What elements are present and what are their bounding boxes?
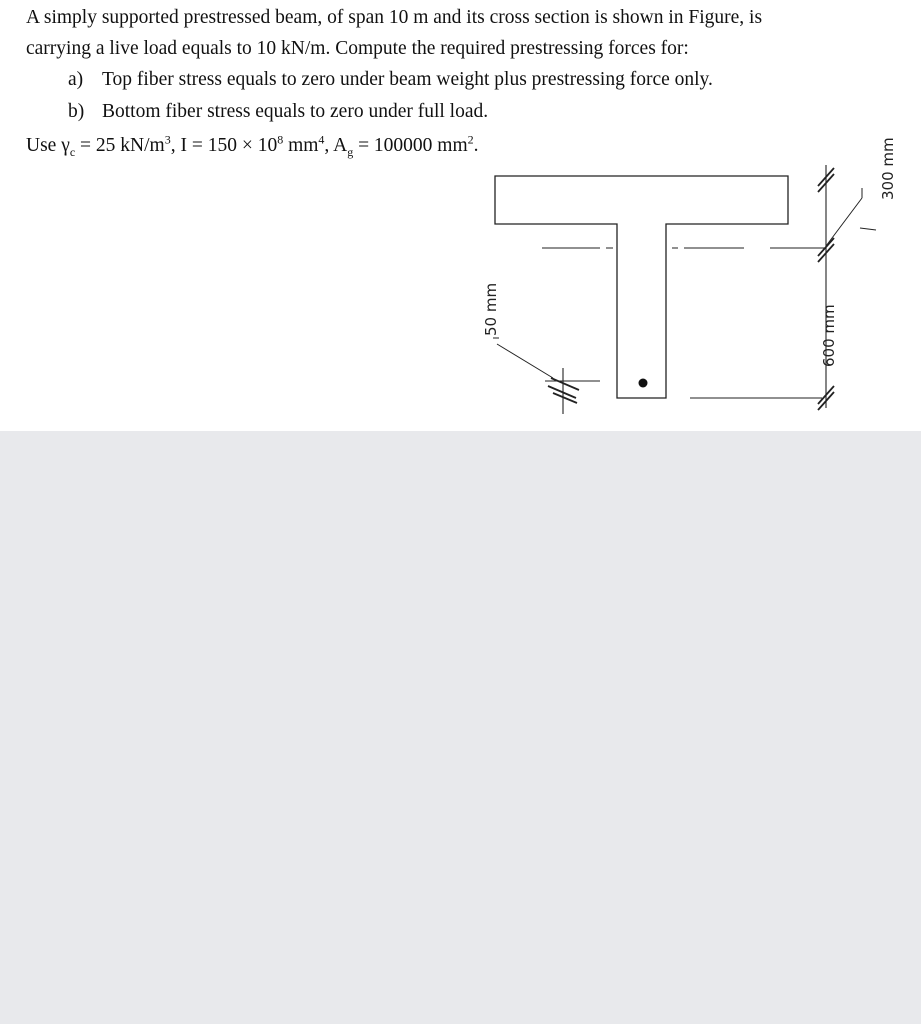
use-prefix: Use xyxy=(26,135,62,156)
area-part: , A xyxy=(324,135,348,156)
problem-intro-line-1: A simply supported prestressed beam, of span 10 m and its cross section is shown in Figure, is xyxy=(26,7,763,28)
dim-300-label: 300 mm xyxy=(879,137,897,200)
area-value: = 100000 mm xyxy=(353,135,468,156)
gamma-symbol: γ xyxy=(61,135,70,156)
given-end: . xyxy=(473,135,479,156)
gamma-value: = 25 kN/m xyxy=(75,135,165,156)
inertia-unit-exponent: 4 xyxy=(318,132,325,147)
inertia-unit: mm xyxy=(283,135,319,156)
dim-600-label: 600 mm xyxy=(820,304,838,367)
leader-50 xyxy=(497,344,553,378)
leader-300 xyxy=(826,188,862,246)
dim-50-label: 50 mm xyxy=(482,282,500,336)
tendon-dot xyxy=(639,379,648,388)
problem-intro-line-2: carrying a live load equals to 10 kN/m. Compute the required prestressing forces for: xyxy=(26,38,689,59)
area-exponent: 2 xyxy=(467,132,474,147)
question-b-text: Bottom fiber stress equals to zero under full load. xyxy=(102,101,489,122)
gamma-subscript: c xyxy=(69,144,76,159)
t-beam-outline xyxy=(495,176,788,398)
area-subscript: g xyxy=(347,144,354,159)
question-a-text: Top fiber stress equals to zero under beam weight plus prestressing force only. xyxy=(102,69,713,90)
problem-card xyxy=(0,0,921,431)
question-a-marker: a) xyxy=(68,69,84,90)
inertia-part: , I = 150 × 10 xyxy=(170,135,278,156)
question-b-marker: b) xyxy=(68,101,85,122)
t-beam-cross-section-figure xyxy=(0,0,921,431)
gamma-exponent: 3 xyxy=(164,132,171,147)
inertia-exponent: 8 xyxy=(277,132,284,147)
